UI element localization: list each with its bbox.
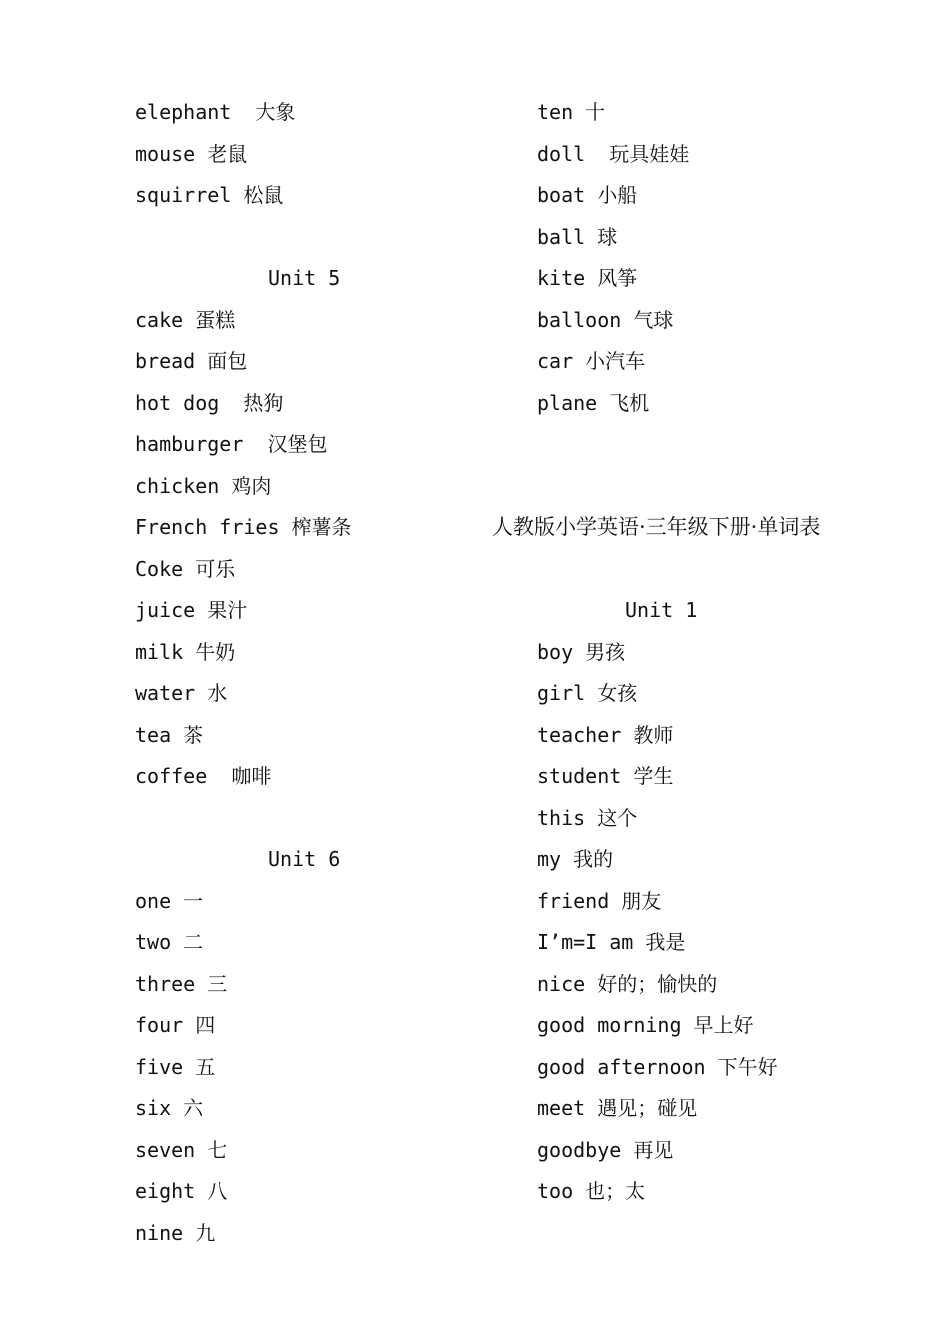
list-item: girl 女孩: [537, 681, 638, 705]
list-item: goodbye 再见: [537, 1137, 674, 1162]
list-item: good morning 早上好: [537, 1013, 754, 1037]
spacer: [492, 549, 872, 591]
list-item: eight 八: [135, 1179, 228, 1203]
list-item: squirrel 松鼠: [135, 183, 284, 207]
list-item: I’m=I am 我是: [537, 930, 686, 954]
list-item: juice 果汁: [135, 598, 248, 622]
list-item: teacher 教师: [537, 722, 674, 747]
list-item: mouse 老鼠: [135, 141, 248, 166]
right-column: [492, 92, 872, 1213]
list-item: good afternoon 下午好: [537, 1054, 778, 1079]
list-item: milk 牛奶: [135, 639, 236, 664]
list-item: boat 小船: [537, 183, 638, 207]
spacer: [135, 217, 475, 259]
spacer: [492, 466, 872, 508]
list-item: nice 好的；愉快的: [537, 971, 718, 996]
list-item: four 四: [135, 1013, 216, 1037]
unit-5-title: Unit 5: [268, 266, 341, 290]
list-item: student 学生: [537, 764, 674, 788]
page-title: 人教版小学英语·三年级下册·单词表: [492, 515, 821, 539]
left-column: [135, 92, 475, 1254]
list-item: balloon 气球: [537, 307, 674, 332]
list-item: doll 玩具娃娃: [537, 141, 690, 166]
unit-1-title: Unit 1: [625, 598, 698, 622]
list-item: this 这个: [537, 805, 638, 830]
list-item: ten 十: [537, 100, 606, 124]
list-item: bread 面包: [135, 349, 248, 373]
unit-6-title: Unit 6: [268, 847, 341, 871]
list-item: too 也；太: [537, 1179, 646, 1203]
list-item: tea 茶: [135, 722, 204, 747]
list-item: six 六: [135, 1096, 204, 1120]
list-item: one 一: [135, 888, 204, 913]
list-item: nine 九: [135, 1220, 216, 1245]
list-item: friend 朋友: [537, 888, 662, 913]
list-item: water 水: [135, 681, 228, 705]
list-item: two 二: [135, 930, 204, 954]
list-item: three 三: [135, 971, 228, 996]
list-item: hamburger 汉堡包: [135, 432, 328, 456]
list-item: cake 蛋糕: [135, 307, 236, 332]
list-item: plane 飞机: [537, 390, 650, 415]
list-item: coffee 咖啡: [135, 764, 272, 788]
list-item: boy 男孩: [537, 639, 626, 664]
list-item: French fries 榨薯条: [135, 515, 352, 539]
list-item: ball 球: [537, 224, 618, 249]
list-item: elephant 大象: [135, 100, 296, 124]
list-item: kite 风筝: [537, 266, 638, 290]
list-item: chicken 鸡肉: [135, 473, 272, 498]
spacer: [135, 798, 475, 840]
list-item: my 我的: [537, 847, 614, 871]
list-item: car 小汽车: [537, 349, 646, 373]
list-item: seven 七: [135, 1137, 228, 1162]
list-item: meet 遇见；碰见: [537, 1096, 698, 1120]
list-item: Coke 可乐: [135, 556, 236, 581]
list-item: five 五: [135, 1054, 216, 1079]
spacer: [492, 424, 872, 466]
list-item: hot dog 热狗: [135, 390, 284, 415]
